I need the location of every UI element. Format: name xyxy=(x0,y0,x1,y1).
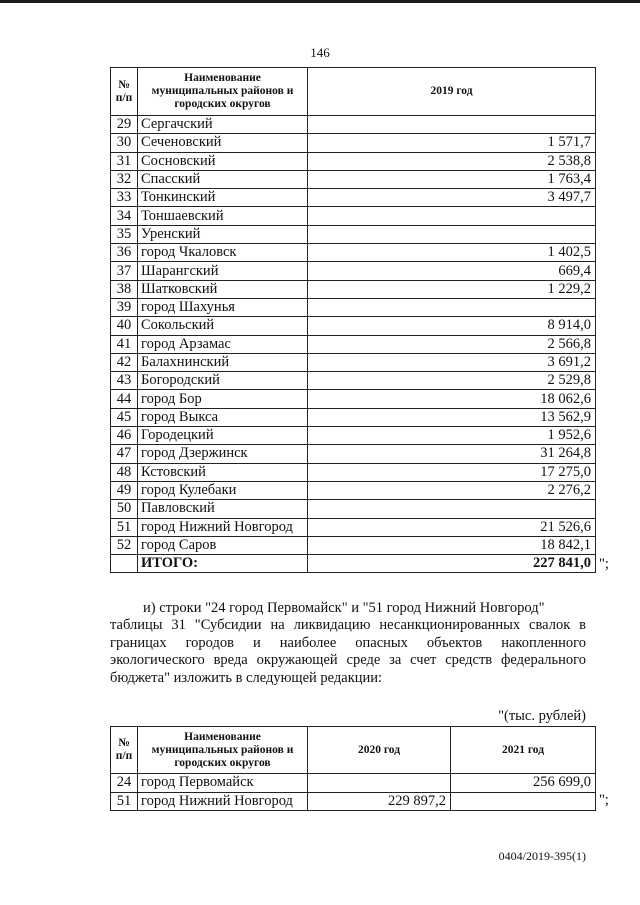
row-num: 42 xyxy=(111,353,138,371)
row-value-2019: 18 062,6 xyxy=(308,390,596,408)
row-num: 50 xyxy=(111,500,138,518)
row-name: город Кулебаки xyxy=(138,481,308,499)
row-name: Шарангский xyxy=(138,262,308,280)
row-value-2019: 17 275,0 xyxy=(308,463,596,481)
t2-header-2021: 2021 год xyxy=(451,727,596,774)
row-value-2019 xyxy=(308,500,596,518)
row-num: 40 xyxy=(111,317,138,335)
row-name: город Первомайск xyxy=(138,774,308,793)
row-num: 36 xyxy=(111,244,138,262)
table-row xyxy=(111,518,596,536)
row-name: Сосновский xyxy=(138,152,308,170)
row-num: 29 xyxy=(111,116,138,134)
row-name: Богородский xyxy=(138,372,308,390)
row-value-2019: 1 952,6 xyxy=(308,427,596,445)
table2-end-mark: "; xyxy=(599,792,609,808)
paragraph-first-line: и) строки "24 город Первомайск" и "51 город Нижний Новгород" xyxy=(143,600,545,616)
table-row xyxy=(111,116,596,134)
row-num: 37 xyxy=(111,262,138,280)
page-number: 146 xyxy=(310,45,330,60)
row-name: Тоншаевский xyxy=(138,207,308,225)
table-row xyxy=(111,152,596,170)
table-row xyxy=(111,280,596,298)
row-value-2019: 2 529,8 xyxy=(308,372,596,390)
row-num: 34 xyxy=(111,207,138,225)
table-2020-2021 xyxy=(110,726,596,811)
table-row xyxy=(111,262,596,280)
table-row xyxy=(111,207,596,225)
row-value-2019: 31 264,8 xyxy=(308,445,596,463)
table-row xyxy=(111,189,596,207)
row-name: Уренский xyxy=(138,225,308,243)
table-row xyxy=(111,481,596,499)
row-value-2020: 229 897,2 xyxy=(308,792,451,811)
table-row xyxy=(111,427,596,445)
table-row xyxy=(111,463,596,481)
row-num: 49 xyxy=(111,481,138,499)
table-row xyxy=(111,335,596,353)
row-name: Спасский xyxy=(138,170,308,188)
document-code: 0404/2019-395(1) xyxy=(498,849,586,863)
row-name: город Саров xyxy=(138,536,308,554)
row-name: город Чкаловск xyxy=(138,244,308,262)
row-num: 39 xyxy=(111,298,138,316)
row-name: Сеченовский xyxy=(138,134,308,152)
table1-end-mark: "; xyxy=(599,556,609,572)
table-row xyxy=(111,317,596,335)
row-value-2019: 3 691,2 xyxy=(308,353,596,371)
table-row xyxy=(111,372,596,390)
table-row xyxy=(111,225,596,243)
table-2019-body xyxy=(111,116,596,573)
row-num: 44 xyxy=(111,390,138,408)
row-name: Сергачский xyxy=(138,116,308,134)
row-name: город Бор xyxy=(138,390,308,408)
unit-note: "(тыс. рублей) xyxy=(498,708,586,724)
row-num: 35 xyxy=(111,225,138,243)
row-value-2021 xyxy=(451,792,596,811)
table-row xyxy=(111,390,596,408)
row-name: город Нижний Новгород xyxy=(138,518,308,536)
row-value-2019: 3 497,7 xyxy=(308,189,596,207)
table-row xyxy=(111,353,596,371)
row-name: город Шахунья xyxy=(138,298,308,316)
row-num: 24 xyxy=(111,774,138,793)
row-value-2019 xyxy=(308,298,596,316)
row-value-2019: 1 402,5 xyxy=(308,244,596,262)
table-2020-2021-body xyxy=(111,774,596,811)
table-row xyxy=(111,244,596,262)
row-name: Павловский xyxy=(138,500,308,518)
row-num: 41 xyxy=(111,335,138,353)
row-value-2019: 8 914,0 xyxy=(308,317,596,335)
paragraph-body: таблицы 31 "Субсидии на ликвидацию несанкционированных свалок в границах городов и наиболее опасных объектов накопленного экологического вреда окружающей среде за счет средств федерального бюджета" изложить в следующей редакции: xyxy=(110,617,586,686)
row-value-2019: 21 526,6 xyxy=(308,518,596,536)
total-label: ИТОГО: xyxy=(138,555,308,573)
row-value-2019: 1 763,4 xyxy=(308,170,596,188)
header-name: Наименование муниципальных районов и городских округов xyxy=(138,68,308,116)
row-value-2019: 18 842,1 xyxy=(308,536,596,554)
row-name: Городецкий xyxy=(138,427,308,445)
row-value-2019: 669,4 xyxy=(308,262,596,280)
t2-header-2020: 2020 год xyxy=(308,727,451,774)
row-num: 32 xyxy=(111,170,138,188)
row-num: 51 xyxy=(111,792,138,811)
row-num: 52 xyxy=(111,536,138,554)
row-value-2019: 13 562,9 xyxy=(308,408,596,426)
total-value: 227 841,0 xyxy=(308,555,596,573)
row-value-2019: 2 538,8 xyxy=(308,152,596,170)
row-num: 38 xyxy=(111,280,138,298)
row-name: Сокольский xyxy=(138,317,308,335)
header-2019: 2019 год xyxy=(308,68,596,116)
row-value-2019 xyxy=(308,116,596,134)
row-value-2021: 256 699,0 xyxy=(451,774,596,793)
t2-header-num: № п/п xyxy=(111,727,138,774)
table-row xyxy=(111,408,596,426)
row-num: 48 xyxy=(111,463,138,481)
row-value-2019: 1 229,2 xyxy=(308,280,596,298)
scan-top-border xyxy=(0,0,640,3)
row-num: 46 xyxy=(111,427,138,445)
row-num: 51 xyxy=(111,518,138,536)
row-value-2019 xyxy=(308,207,596,225)
table-row xyxy=(111,170,596,188)
total-row xyxy=(111,555,596,573)
row-name: город Нижний Новгород xyxy=(138,792,308,811)
t2-header-name: Наименование муниципальных районов и городских округов xyxy=(138,727,308,774)
row-num: 43 xyxy=(111,372,138,390)
row-num: 47 xyxy=(111,445,138,463)
row-name: город Выкса xyxy=(138,408,308,426)
table-2019 xyxy=(110,67,596,573)
table-row xyxy=(111,792,596,811)
table-row xyxy=(111,445,596,463)
row-num: 30 xyxy=(111,134,138,152)
header-num: № п/п xyxy=(111,68,138,116)
row-value-2019 xyxy=(308,225,596,243)
row-num: 45 xyxy=(111,408,138,426)
table-row xyxy=(111,536,596,554)
row-value-2019: 2 276,2 xyxy=(308,481,596,499)
row-name: город Дзержинск xyxy=(138,445,308,463)
table-row xyxy=(111,134,596,152)
table-row xyxy=(111,774,596,793)
amendment-paragraph xyxy=(110,600,586,687)
row-name: Тонкинский xyxy=(138,189,308,207)
row-value-2019: 1 571,7 xyxy=(308,134,596,152)
row-num: 31 xyxy=(111,152,138,170)
row-value-2019: 2 566,8 xyxy=(308,335,596,353)
table-row xyxy=(111,500,596,518)
row-num: 33 xyxy=(111,189,138,207)
row-name: город Арзамас xyxy=(138,335,308,353)
table-row xyxy=(111,298,596,316)
row-name: Шатковский xyxy=(138,280,308,298)
total-num-cell xyxy=(111,555,138,573)
row-value-2020 xyxy=(308,774,451,793)
row-name: Кстовский xyxy=(138,463,308,481)
row-name: Балахнинский xyxy=(138,353,308,371)
